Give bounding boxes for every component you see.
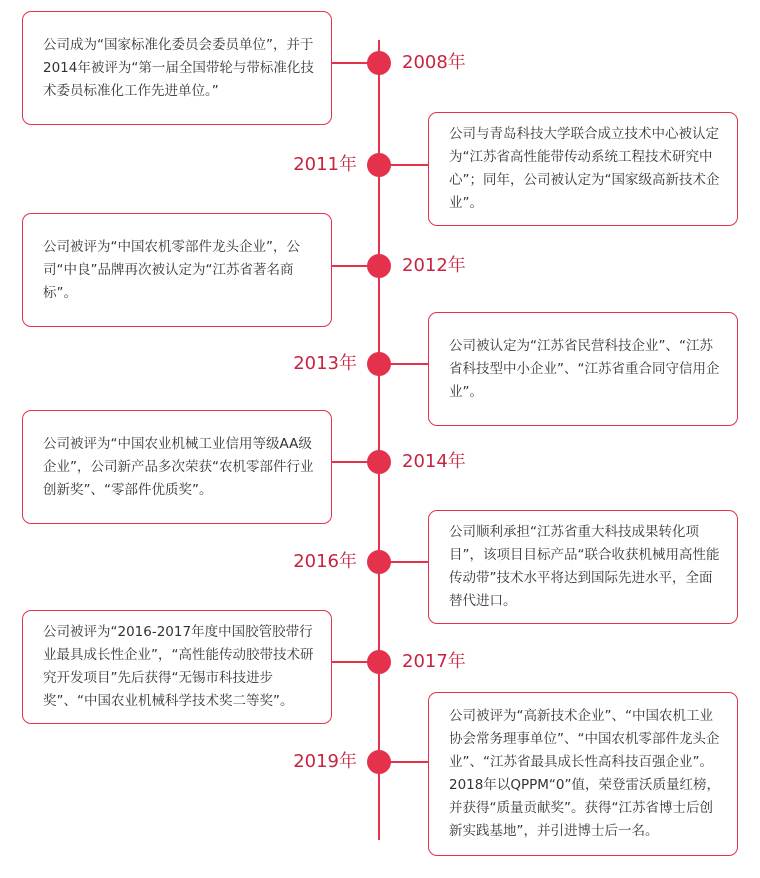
milestone-year: 2011年 — [293, 154, 357, 175]
milestone-text: 公司被评为“中国农业机械工业信用等级AA级企业”，公司新产品多次荣获“农机零部件行业创新奖”、“零部件优质奖”。 — [43, 435, 314, 498]
milestone-year: 2012年 — [402, 255, 466, 276]
milestone-text: 公司被评为“中国农机零部件龙头企业”，公司“中良”品牌再次被认定为“江苏省著名商标”。 — [43, 238, 300, 301]
milestone-text: 公司被评为“2016-2017年度中国胶管胶带行业最具成长性企业”，“高性能传动胶带技术研究开发项目”先后获得“无锡市科技进步奖”、“中国农业机械科学技术奖二等奖”。 — [43, 624, 314, 709]
milestone-text: 公司顺利承担“江苏省重大科技成果转化项目”，该项目目标产品“联合收获机械用高性能传动带”技术水平将达到国际先进水平，全面替代进口。 — [449, 524, 720, 609]
timeline-dot — [367, 51, 391, 75]
timeline-dot — [367, 254, 391, 278]
milestone-year: 2014年 — [402, 451, 466, 472]
timeline-dot — [367, 153, 391, 177]
milestone-year: 2019年 — [293, 751, 357, 772]
timeline-dot — [367, 650, 391, 674]
milestone-text: 公司被认定为“江苏省民营科技企业”、“江苏省科技型中小企业”、“江苏省重合同守信用企业”。 — [449, 337, 720, 400]
milestone-year: 2013年 — [293, 353, 357, 374]
timeline-dot — [367, 550, 391, 574]
milestone-year: 2016年 — [293, 551, 357, 572]
milestone-card-2008 — [22, 11, 332, 125]
milestone-card-2016 — [428, 510, 738, 624]
milestone-text: 公司成为“国家标准化委员会委员单位”，并于2014年被评为“第一届全国带轮与带标准化技术委员标准化工作先进单位。” — [43, 36, 314, 99]
milestone-year: 2017年 — [402, 651, 466, 672]
milestone-card-2012 — [22, 213, 332, 327]
milestone-card-2013 — [428, 312, 738, 426]
milestone-card-2014 — [22, 410, 332, 524]
milestone-card-2019 — [428, 692, 738, 856]
timeline-dot — [367, 352, 391, 376]
milestone-year: 2008年 — [402, 52, 466, 73]
milestone-text: 公司被评为“高新技术企业”、“中国农机工业协会常务理事单位”、“中国农机零部件龙头企业”、“江苏省最具成长性高科技百强企业”。2018年以QPPM“0”值，荣登雷沃质量红榜，并获得“质量贡献奖”。获得“江苏省博士后创新实践基地”，并引进博士后一名。 — [449, 708, 720, 839]
milestone-card-2011 — [428, 112, 738, 226]
timeline-dot — [367, 450, 391, 474]
timeline-dot — [367, 750, 391, 774]
milestone-card-2017 — [22, 610, 332, 724]
milestone-text: 公司与青岛科技大学联合成立技术中心被认定为“江苏省高性能带传动系统工程技术研究中心”；同年，公司被认定为“国家级高新技术企业”。 — [449, 126, 720, 211]
